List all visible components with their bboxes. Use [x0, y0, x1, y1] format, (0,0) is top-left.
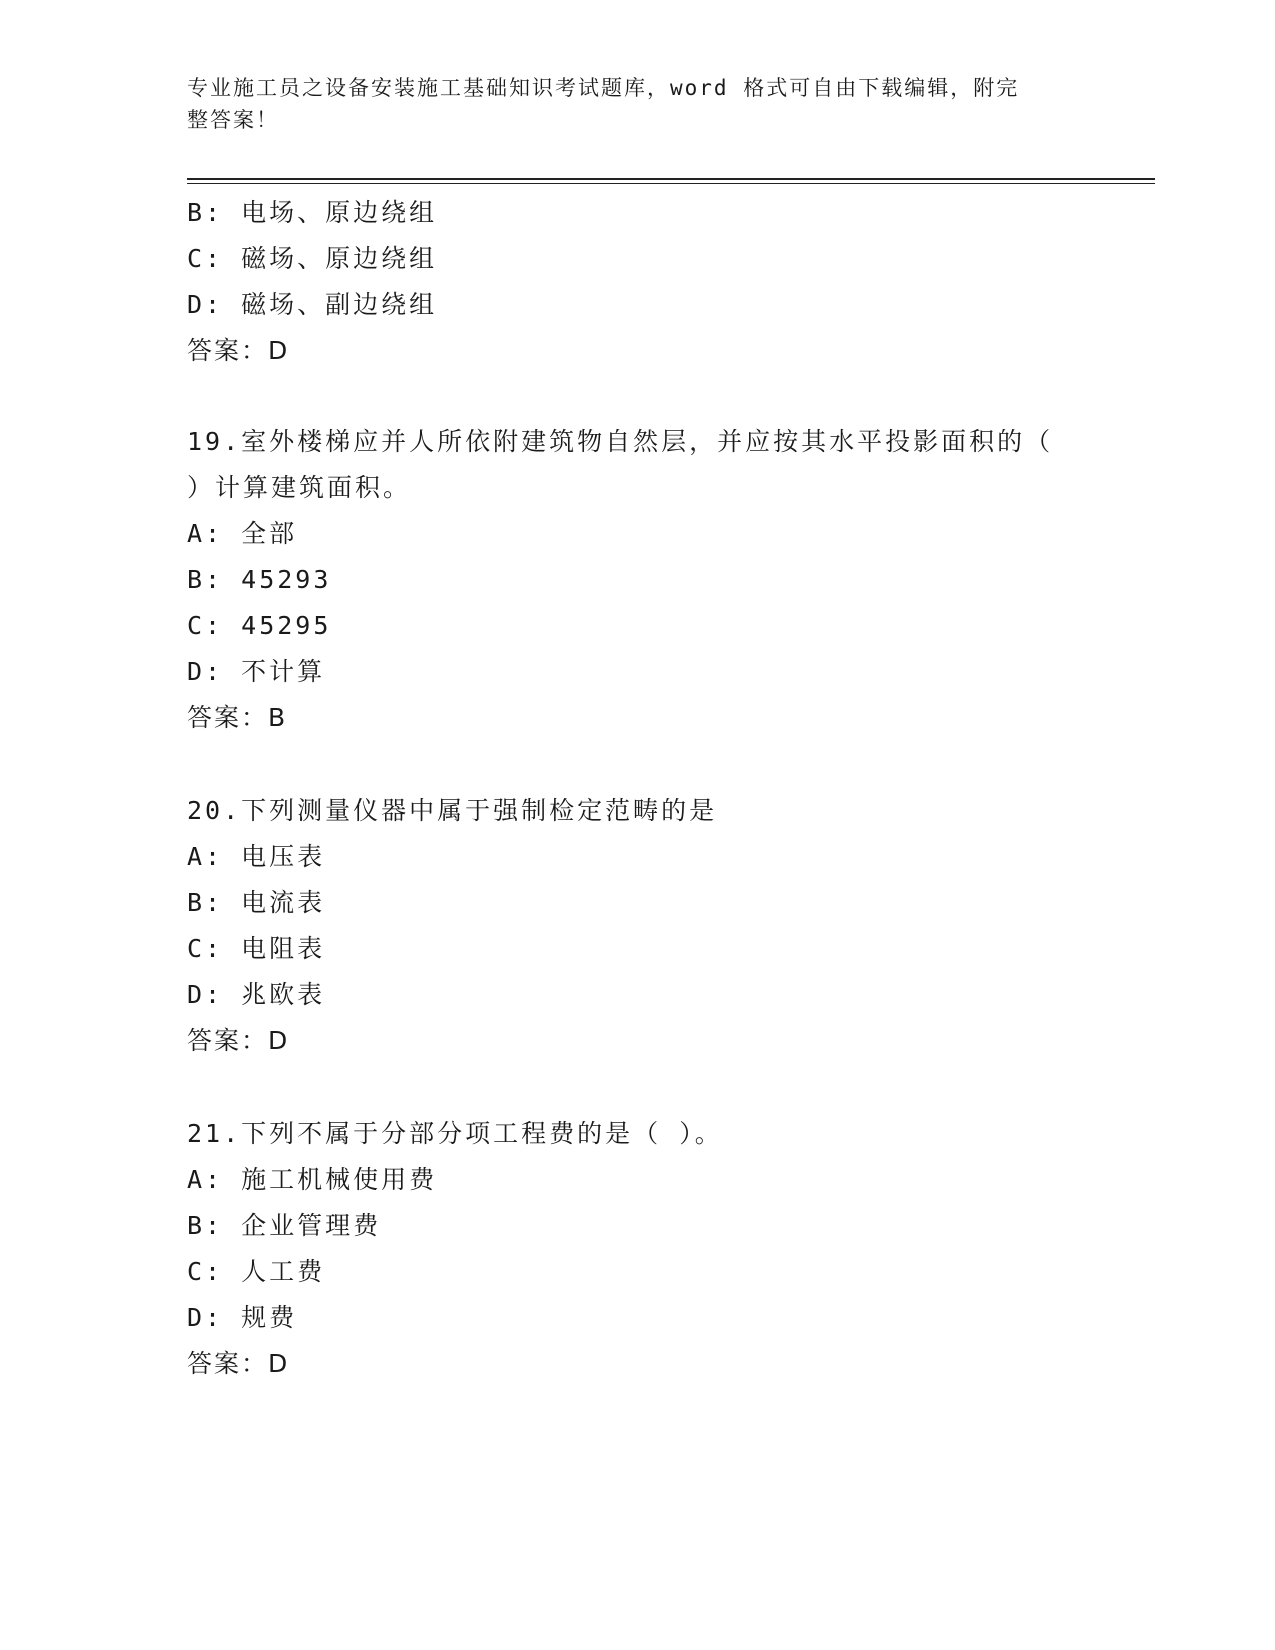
- option-d: D: 兆欧表: [187, 980, 326, 1009]
- option-a: A: 电压表: [187, 842, 326, 871]
- answer-line: 答案：D: [187, 1026, 290, 1055]
- header-rule-thin: [187, 183, 1155, 184]
- question-stem: 20.下列测量仪器中属于强制检定范畴的是: [187, 796, 718, 825]
- question-stem-cont: ）计算建筑面积。: [187, 473, 412, 502]
- option-b: B: 企业管理费: [187, 1211, 382, 1240]
- answer-line: 答案：D: [187, 1349, 290, 1378]
- option-c: C: 人工费: [187, 1257, 326, 1286]
- option-d: D: 规费: [187, 1303, 298, 1332]
- header-line-2: 整答案！: [187, 108, 279, 132]
- option-c: C: 45295: [187, 611, 332, 640]
- question-20: [187, 788, 1087, 1064]
- answer-line: 答案：D: [187, 336, 290, 365]
- question-18-tail: [187, 190, 1087, 374]
- question-19: [187, 419, 1087, 741]
- question-list: [187, 190, 1087, 1387]
- option-b: B: 电场、原边绕组: [187, 198, 438, 227]
- option-c: C: 电阻表: [187, 934, 326, 963]
- answer-line: 答案：B: [187, 703, 288, 732]
- option-b: B: 45293: [187, 565, 332, 594]
- question-21: [187, 1111, 1087, 1387]
- header-rule-thick: [187, 178, 1155, 180]
- header-line-1: 专业施工员之设备安装施工基础知识考试题库，word 格式可自由下载编辑，附完: [187, 76, 1020, 100]
- document-header: [187, 72, 1067, 136]
- option-c: C: 磁场、原边绕组: [187, 244, 438, 273]
- option-a: A: 施工机械使用费: [187, 1165, 438, 1194]
- option-a: A: 全部: [187, 519, 298, 548]
- question-stem: 19.室外楼梯应并人所依附建筑物自然层，并应按其水平投影面积的（: [187, 427, 1054, 456]
- option-d: D: 不计算: [187, 657, 326, 686]
- option-d: D: 磁场、副边绕组: [187, 290, 438, 319]
- option-b: B: 电流表: [187, 888, 326, 917]
- question-stem: 21.下列不属于分部分项工程费的是（ ）。: [187, 1119, 723, 1148]
